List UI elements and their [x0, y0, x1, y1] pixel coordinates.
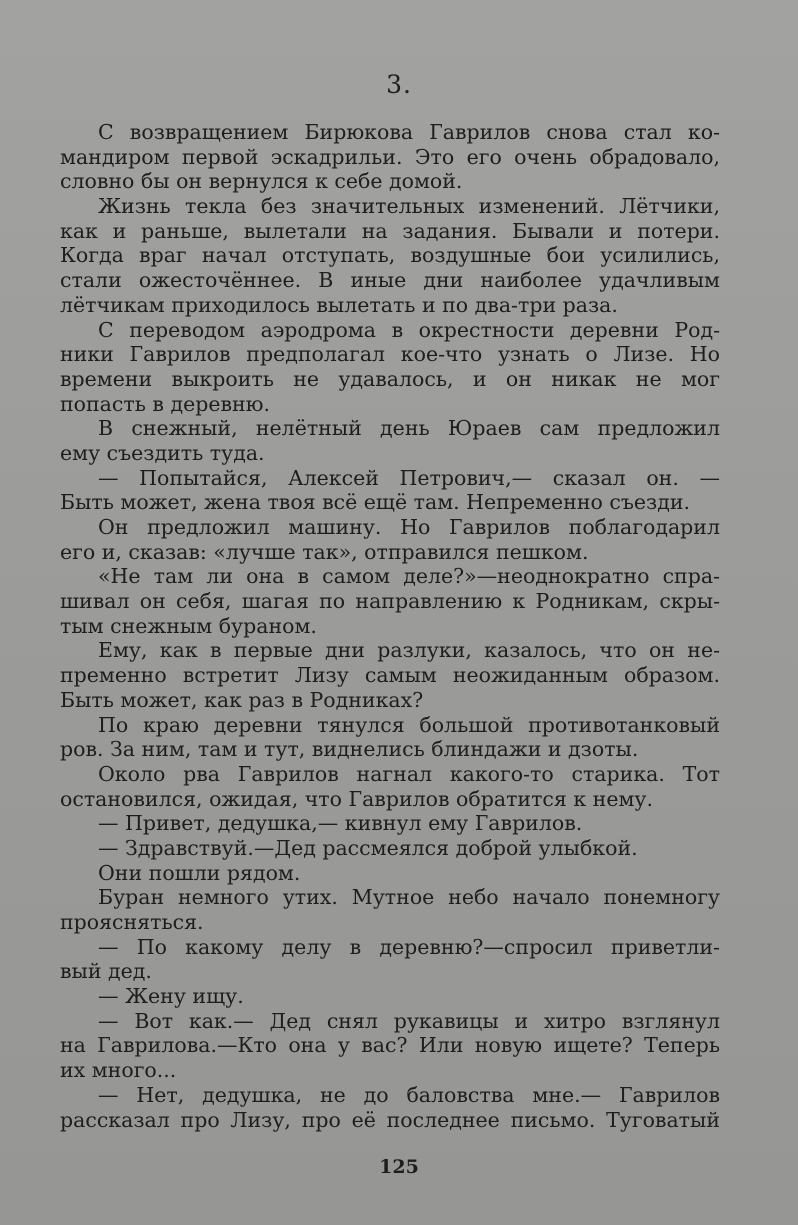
text-line: Буран немного утих. Мутное небо начало понемногу — [98, 885, 720, 910]
text-line: остановился, ожидая, что Гаврилов обратится к нему. — [60, 786, 653, 811]
text-line: стали ожесточённее. В иные дни наиболее удачливым — [60, 268, 720, 293]
text-line: Когда враг начал отступать, воздушные бои усилились, — [60, 243, 720, 268]
text-line: — Вот как.— Дед снял рукавицы и хитро взглянул — [98, 1008, 720, 1033]
text-line: Быть может, как раз в Родниках? — [60, 687, 424, 712]
text-line: Он предложил машину. Но Гаврилов поблагодарил — [98, 515, 720, 539]
text-line: С возвращением Бирюкова Гаврилов снова стал ко- — [98, 120, 720, 144]
text-line: шивал он себя, шагая по направлению к Родникам, скры- — [60, 589, 720, 614]
text-line: — Жену ищу. — [98, 984, 244, 1009]
text-line: ники Гаврилов предполагал кое-что узнать о Лизе. Но — [60, 342, 720, 367]
text-line: как и раньше, вылетали на задания. Бывали и потери. — [60, 218, 720, 243]
text-line: его и, сказав: «лучше так», отправился пешком. — [60, 539, 589, 564]
text-line: По краю деревни тянулся большой противотанковый — [98, 712, 720, 737]
text-line: тым снежным бураном. — [60, 613, 317, 638]
text-line: Быть может, жена твоя всё ещё там. Непременно съезди. — [60, 490, 690, 515]
text-line: времени выкроить не удавалось, и он никак не мог — [60, 366, 720, 391]
text-line: В снежный, нелётный день Юраев сам предложил — [98, 416, 720, 441]
text-line: на Гаврилова.—Кто она у вас? Или новую ищете? Теперь — [60, 1033, 720, 1058]
text-line: — Попытайся, Алексей Петрович,— сказал он. — — [98, 465, 720, 490]
chapter-number: 3. — [386, 70, 412, 99]
text-line: Жизнь текла без значительных изменений. Лётчики, — [98, 194, 720, 219]
text-line: их много... — [60, 1058, 177, 1083]
text-line: — По какому делу в деревню?—спросил приветли- — [98, 934, 720, 959]
body-text — [60, 120, 720, 1132]
text-line: лётчикам приходилось вылетать и по два-три раза. — [60, 292, 618, 317]
text-line: «Не там ли она в самом деле?»—неоднократно спра- — [98, 564, 720, 589]
text-line: пременно встретит Лизу самым неожиданным образом. — [60, 663, 720, 688]
text-line: рассказал про Лизу, про её последнее письмо. Туговатый — [60, 1107, 720, 1132]
text-line: мандиром первой эскадрильи. Это его очень обрадовало, — [60, 144, 720, 169]
text-line: проясняться. — [60, 910, 204, 934]
text-line: Ему, как в первые дни разлуки, казалось, что он не- — [98, 638, 720, 663]
text-line: — Нет, дедушка, не до баловства мне.— Гаврилов — [98, 1082, 720, 1107]
text-line: — Здравствуй.—Дед рассмеялся доброй улыбкой. — [98, 835, 638, 860]
text-line: С переводом аэродрома в окрестности деревни Род- — [98, 317, 720, 342]
text-line: — Привет, дедушка,— кивнул ему Гаврилов. — [98, 811, 583, 836]
text-line: Около рва Гаврилов нагнал какого-то старика. Тот — [98, 761, 720, 786]
text-line: словно бы он вернулся к себе домой. — [60, 169, 463, 194]
text-line: ему съездить туда. — [60, 440, 265, 465]
page-number: 125 — [379, 1156, 419, 1178]
text-line: вый дед. — [60, 959, 152, 984]
text-line: ров. За ним, там и тут, виднелись блиндажи и дзоты. — [60, 737, 639, 762]
text-line: Они пошли рядом. — [98, 860, 301, 885]
text-line: попасть в деревню. — [60, 391, 271, 416]
